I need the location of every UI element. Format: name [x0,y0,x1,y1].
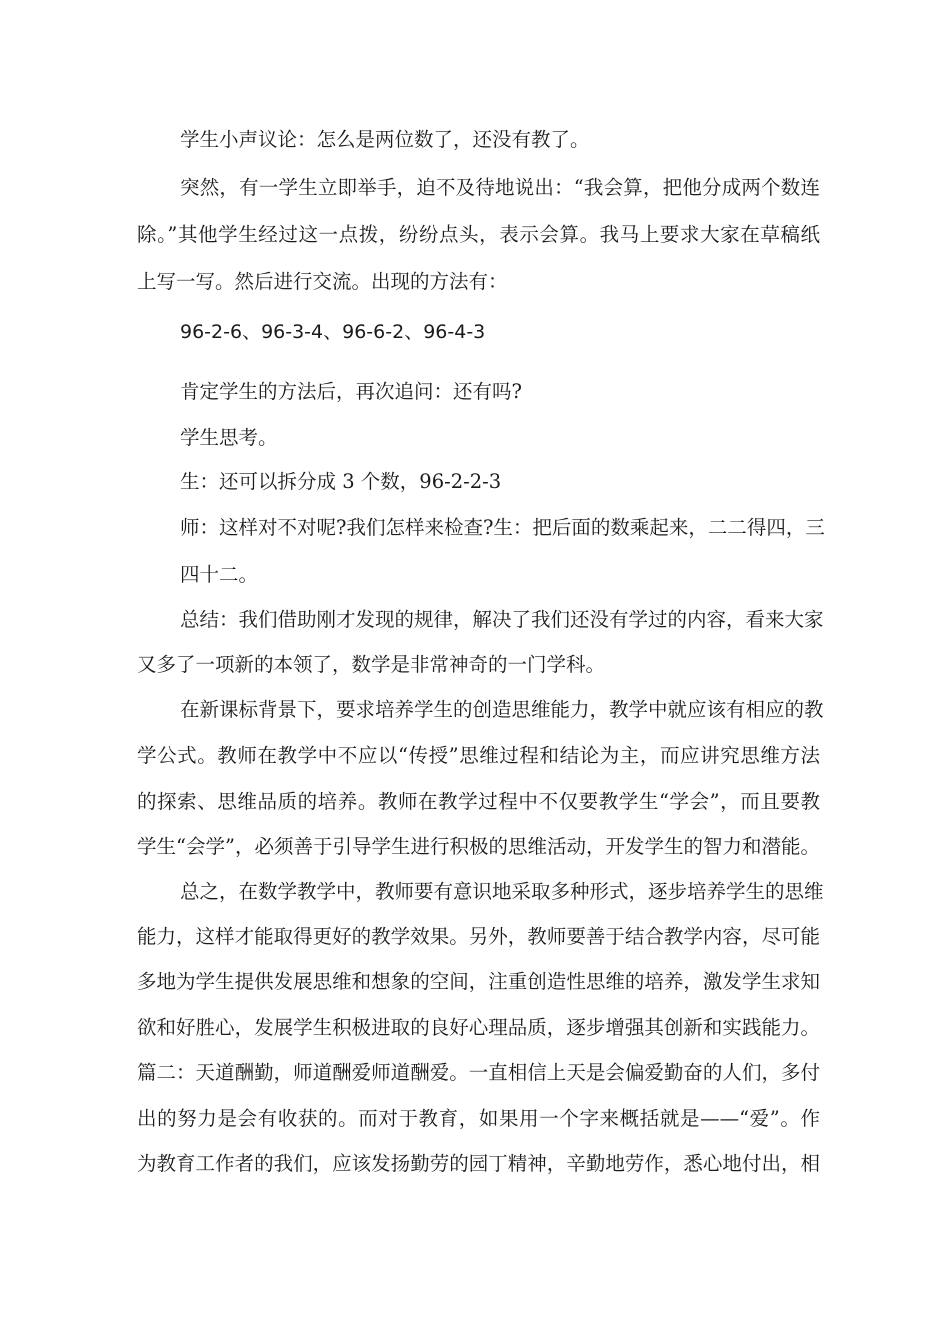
text-line: 师：这样对不对呢?我们怎样来检查?生：把后面的数乘起来，二二得四，三 [180,516,825,539]
text-line: 欲和好胜心，发展学生积极进取的良好心理品质，逐步增强其创新和实践能力。 [137,1016,820,1039]
text-line: 四十二。 [180,563,259,586]
text-line: 学生小声议论：怎么是两位数了，还没有教了。 [180,128,590,151]
text-line: 肯定学生的方法后，再次追问：还有吗? [180,380,522,403]
text-line: 多地为学生提供发展思维和想象的空间，注重创造性思维的培养，激发学生求知 [137,970,820,993]
text-line: 生：还可以拆分成 3 个数，96-2-2-3 [180,470,502,493]
text-line: 出的努力是会有收获的。而对于教育，如果用一个字来概括就是——“爱”。作 [137,1107,820,1130]
text-line: 学公式。教师在教学中不应以“传授”思维过程和结论为主，而应讲究思维方法 [137,744,820,767]
text-line: 学生思考。 [180,426,278,449]
text-line: 96-2-6、96-3-4、96-6-2、96-4-3 [180,321,486,343]
text-line: 篇二：天道酬勤，师道酬爱师道酬爱。一直相信上天是会偏爱勤奋的人们，多付 [137,1061,820,1084]
text-line: 在新课标背景下，要求培养学生的创造思维能力，教学中就应该有相应的教 [180,698,824,721]
text-line: 突然，有一学生立即举手，迫不及待地说出：“我会算，把他分成两个数连 [180,176,820,199]
text-line: 总之，在数学教学中，教师要有意识地采取多种形式，逐步培养学生的思维 [180,880,824,903]
text-line: 为教育工作者的我们，应该发扬勤劳的园丁精神，辛勤地劳作，悉心地付出，相 [137,1152,820,1175]
text-line: 上写一写。然后进行交流。出现的方法有： [137,270,508,293]
text-line: 除。”其他学生经过这一点拨，纷纷点头，表示会算。我马上要求大家在草稿纸 [137,223,820,246]
text-line: 的探索、思维品质的培养。教师在教学过程中不仅要教学生“学会”，而且要教 [137,790,820,813]
text-line: 学生“会学”，必须善于引导学生进行积极的思维活动，开发学生的智力和潜能。 [137,835,820,858]
text-line: 能力，这样才能取得更好的教学效果。另外，教师要善于结合教学内容，尽可能 [137,925,820,948]
text-line: 又多了一项新的本领了，数学是非常神奇的一门学科。 [137,653,606,676]
text-line: 总结：我们借助刚才发现的规律，解决了我们还没有学过的内容，看来大家 [180,608,824,631]
